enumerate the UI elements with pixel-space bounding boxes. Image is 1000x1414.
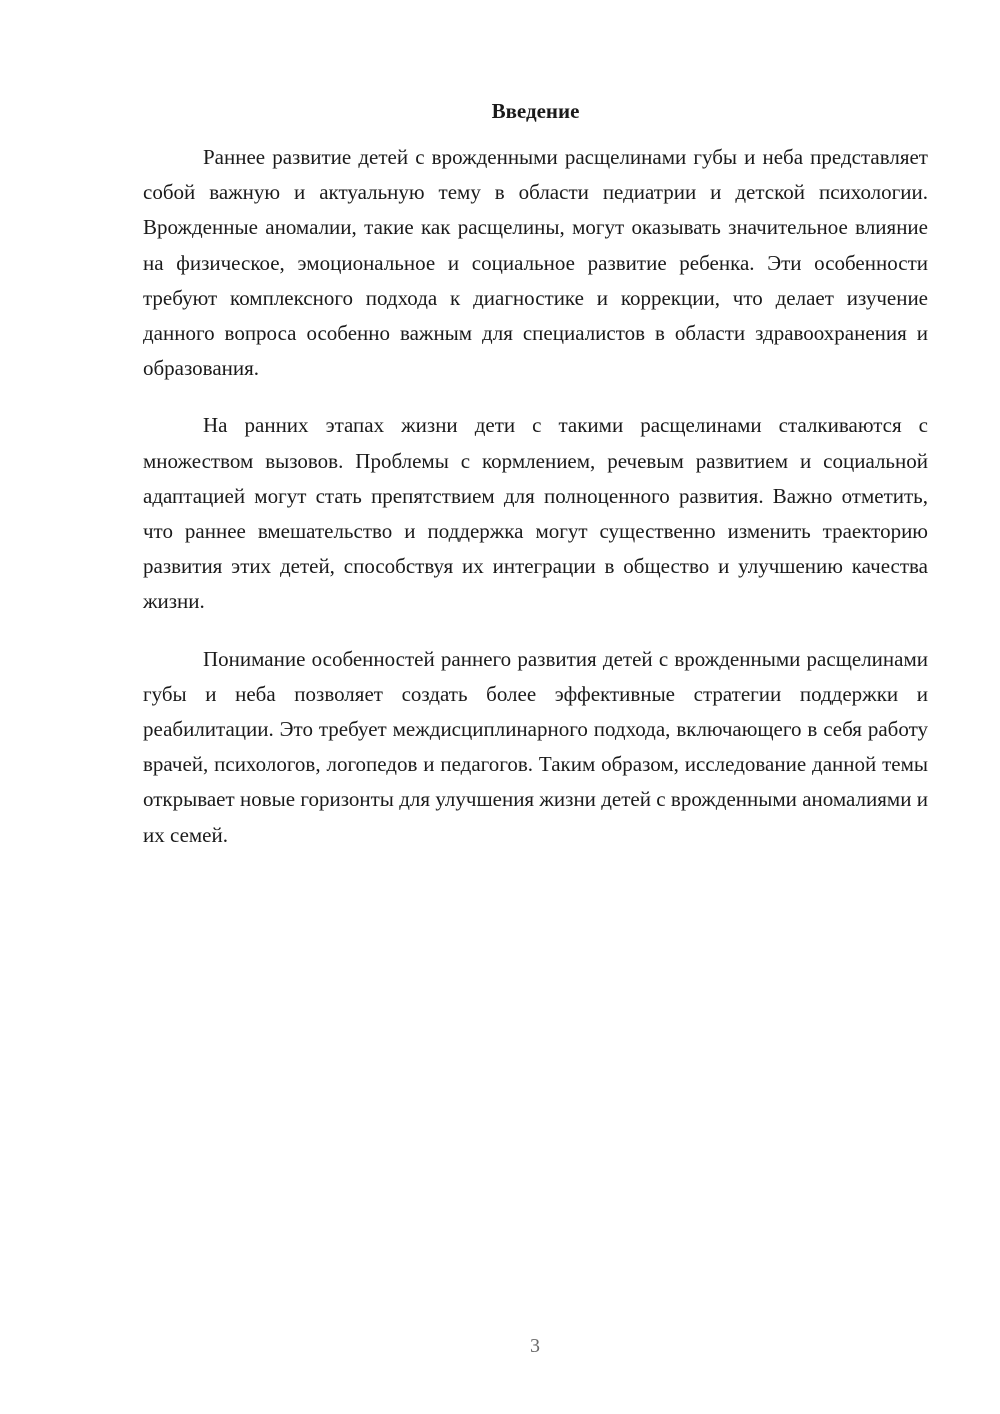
page-number: 3 (530, 1335, 540, 1357)
paragraph-1: Раннее развитие детей с врожденными расщелинами губы и неба представляет собой важную и актуальную тему в области педиатрии и детской психологии. Врожденные аномалии, такие как расщелины, могут оказывать значительное влияние на физическое, эмоциональное и социальное развитие ребенка. Эти особенности требуют комплексного подхода к диагностике и коррекции, что делает изучение данного вопроса особенно важным для специалистов в области здравоохранения и образования. (143, 145, 928, 381)
section-heading: Введение (491, 99, 580, 123)
paragraph-2: На ранних этапах жизни дети с такими расщелинами сталкиваются с множеством вызовов. Проблемы с кормлением, речевым развитием и социальной адаптацией могут стать препятствием для полноценного развития. Важно отметить, что раннее вмешательство и поддержка могут существенно изменить траекторию развития этих детей, способствуя их интеграции в общество и улучшению качества жизни. (143, 413, 928, 614)
page-content (143, 96, 928, 875)
paragraph-3: Понимание особенностей раннего развития детей с врожденными расщелинами губы и неба позволяет создать более эффективные стратегии поддержки и реабилитации. Это требует междисциплинарного подхода, включающего в себя работу врачей, психологов, логопедов и педагогов. Таким образом, исследование данной темы открывает новые горизонты для улучшения жизни детей с врожденными аномалиями и их семей. (143, 646, 928, 847)
